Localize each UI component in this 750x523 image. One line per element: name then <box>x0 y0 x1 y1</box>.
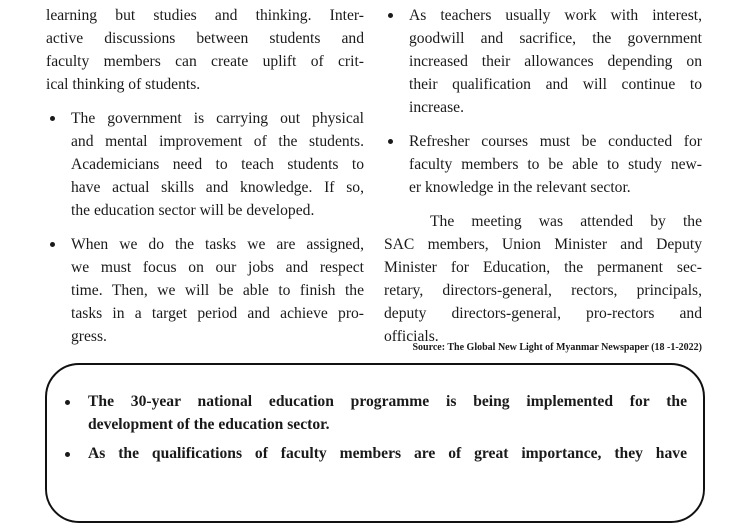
list-item <box>384 130 702 199</box>
list-item-line: When we do the tasks we are assigned, <box>71 236 364 253</box>
summary-box-content <box>62 390 687 465</box>
bullet-icon <box>388 139 393 144</box>
list-item-line: As the qualifications of faculty members are of great importance, they have <box>88 445 687 462</box>
bullet-icon <box>65 400 70 405</box>
list-item-line: we must focus on our jobs and respect <box>71 259 364 276</box>
paragraph-line: SAC members, Union Minister and Deputy <box>384 236 702 253</box>
paragraph-line: The meeting was attended by the <box>430 213 702 230</box>
intro-line: active discussions between students and <box>46 30 364 47</box>
list-item-line: increased their allowances depending on <box>409 53 702 70</box>
paragraph-line: Minister for Education, the permanent sec- <box>384 259 702 276</box>
list-item-line: gress. <box>71 328 107 345</box>
intro-line: faculty members can create uplift of crit- <box>46 53 364 70</box>
bullet-icon <box>50 242 55 247</box>
list-item <box>46 107 364 222</box>
list-item-line: faculty members to be able to study new- <box>409 156 702 173</box>
paragraph-line: officials. <box>384 328 439 345</box>
list-item-line: The government is carrying out physical <box>71 110 364 127</box>
closing-paragraph <box>384 210 702 348</box>
list-item <box>62 390 687 436</box>
list-item-line: their qualification and will continue to <box>409 76 702 93</box>
bullet-icon <box>50 116 55 121</box>
list-item-line: development of the education sector. <box>88 416 330 433</box>
right-column <box>384 0 702 348</box>
bullet-icon <box>65 452 70 457</box>
list-item-line: Refresher courses must be conducted for <box>409 133 702 150</box>
list-item-line: er knowledge in the relevant sector. <box>409 179 631 196</box>
source-citation: Source: The Global New Light of Myanmar Newspaper (18 -1-2022) <box>412 342 702 353</box>
left-column <box>46 0 364 348</box>
list-item-line: As teachers usually work with interest, <box>409 7 702 24</box>
list-item-line: Academicians need to teach students to <box>71 156 364 173</box>
list-item-line: and mental improvement of the students. <box>71 133 364 150</box>
list-item-line: the education sector will be developed. <box>71 202 315 219</box>
list-item <box>46 233 364 348</box>
list-item <box>62 442 687 465</box>
paragraph-line: deputy directors-general, pro-rectors and <box>384 305 702 322</box>
intro-line: learning but studies and thinking. Inter- <box>46 7 364 24</box>
list-item-line: increase. <box>409 99 464 116</box>
bullet-icon <box>388 13 393 18</box>
list-item <box>384 4 702 119</box>
list-item-line: The 30-year national education programme is being implemented for the <box>88 393 687 410</box>
paragraph-line: retary, directors-general, rectors, principals, <box>384 282 702 299</box>
list-item-line: tasks in a target period and achieve pro- <box>71 305 364 322</box>
intro-line: ical thinking of students. <box>46 76 201 93</box>
list-item-line: goodwill and sacrifice, the government <box>409 30 702 47</box>
list-item-line: time. Then, we will be able to finish the <box>71 282 364 299</box>
list-item-line: have actual skills and knowledge. If so, <box>71 179 364 196</box>
